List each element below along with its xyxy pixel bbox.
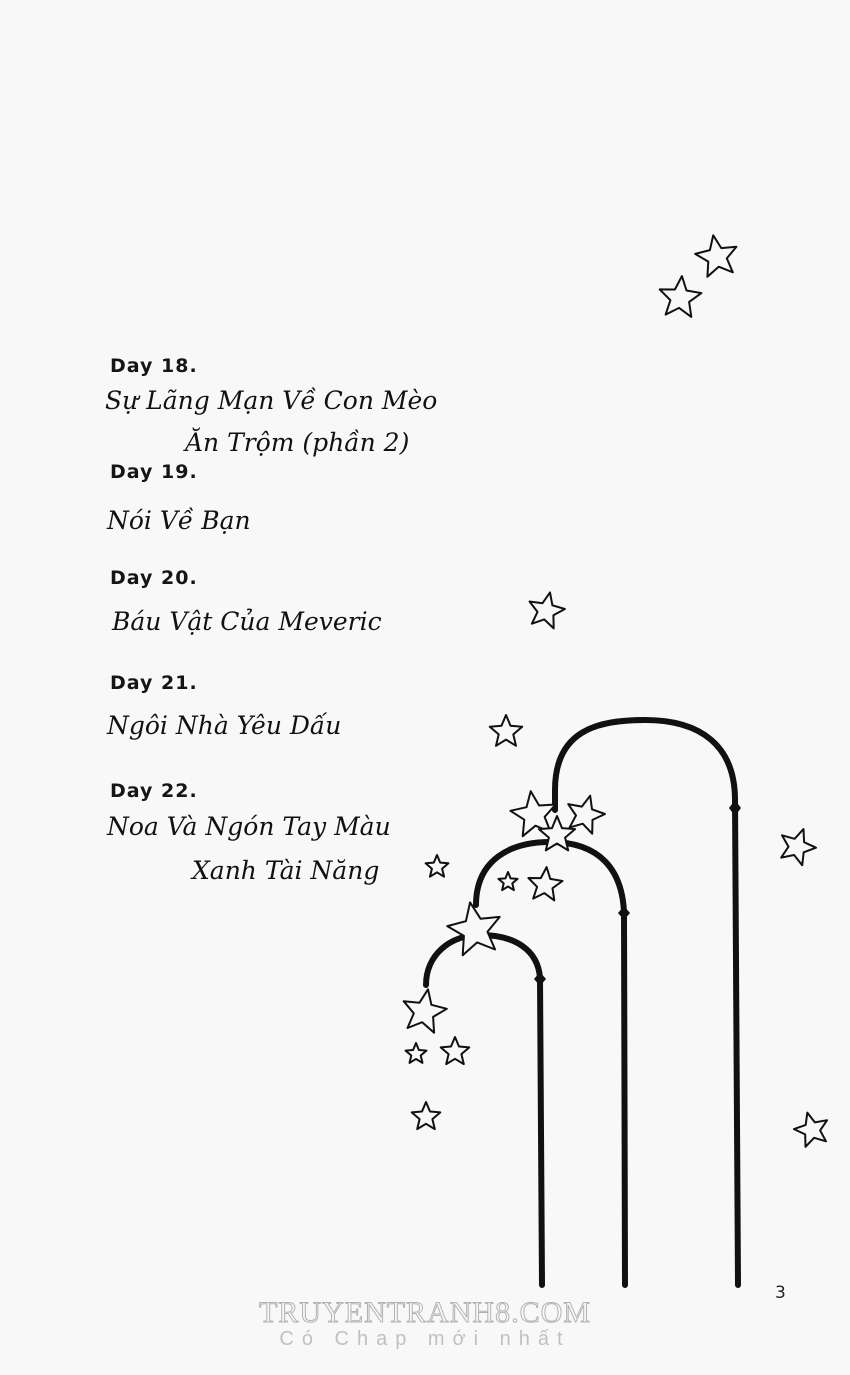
star-icon	[426, 855, 449, 877]
day-22-label: Day 22.	[110, 780, 198, 802]
star-icon	[441, 1037, 470, 1064]
day-19-label: Day 19.	[110, 461, 198, 483]
day-20-title: Báu Vật Của Meveric	[112, 607, 382, 636]
watermark-subtitle: Có Chap mới nhất	[279, 1328, 571, 1350]
star-icon	[412, 1102, 441, 1129]
joint-marker	[618, 906, 630, 920]
short-arch	[426, 935, 542, 1285]
star-icon	[528, 867, 562, 900]
star-icon	[781, 829, 816, 865]
star-icon	[447, 902, 499, 955]
day-22-title-line-2: Xanh Tài Năng	[192, 856, 380, 885]
star-icon	[404, 989, 447, 1032]
day-21-title: Ngôi Nhà Yêu Dấu	[107, 711, 342, 740]
day-18-title-line-1: Sự Lãng Mạn Về Con Mèo	[105, 386, 438, 415]
star-icon	[406, 1043, 427, 1063]
day-20-label: Day 20.	[110, 567, 198, 589]
page-number: 3	[775, 1283, 786, 1303]
day-18-label: Day 18.	[110, 355, 198, 377]
day-19-title: Nói Về Bạn	[107, 506, 251, 535]
joint-marker	[534, 972, 546, 986]
middle-arch	[476, 842, 625, 1285]
star-icon	[499, 872, 518, 890]
star-icon	[794, 1113, 827, 1147]
day-21-label: Day 21.	[110, 672, 198, 694]
star-icon	[660, 276, 702, 317]
star-icon	[490, 715, 522, 746]
star-decorations	[404, 235, 827, 1147]
day-18-title-line-2: Ăn Trộm (phần 2)	[185, 428, 410, 457]
joint-marker	[729, 800, 741, 816]
star-icon	[695, 235, 736, 276]
watermark-title: TRUYENTRANH8.COM	[259, 1296, 591, 1329]
star-icon	[530, 592, 565, 628]
watermark	[0, 1296, 850, 1351]
day-22-title-line-1: Noa Và Ngón Tay Màu	[107, 812, 391, 841]
